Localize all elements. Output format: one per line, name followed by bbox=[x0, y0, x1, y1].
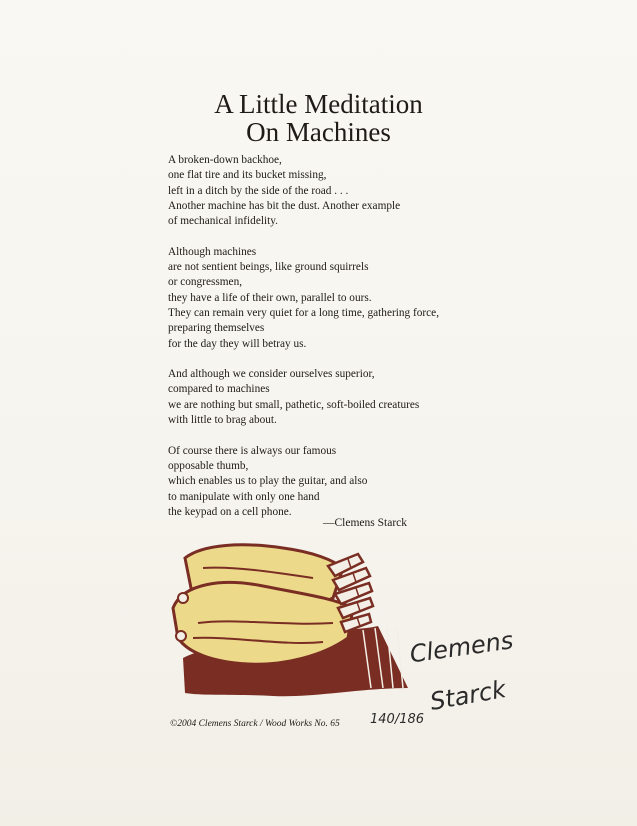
poem-line: Another machine has bit the dust. Another example bbox=[168, 199, 401, 212]
poem-line: to manipulate with only one hand bbox=[168, 490, 320, 503]
poem-line: Although machines bbox=[168, 245, 257, 258]
poem-line: with little to brag about. bbox=[168, 414, 277, 427]
poem-line: the keypad on a cell phone. bbox=[168, 505, 292, 518]
poem-line: they have a life of their own, parallel to ours. bbox=[168, 291, 372, 304]
stanza bbox=[168, 367, 498, 428]
svg-text:Clemens: Clemens bbox=[408, 626, 515, 669]
backhoe-bucket-woodcut-icon bbox=[163, 538, 413, 703]
poem-line: left in a ditch by the side of the road . . . bbox=[168, 184, 349, 197]
poem-line: or congressmen, bbox=[168, 276, 243, 289]
colophon: ©2004 Clemens Starck / Wood Works No. 65 bbox=[170, 719, 340, 729]
poem-line: which enables us to play the guitar, and also bbox=[168, 475, 368, 488]
handwritten-signature bbox=[400, 612, 515, 722]
edition-number: 140/186 bbox=[370, 712, 425, 727]
poem-line: And although we consider ourselves superior, bbox=[168, 368, 375, 381]
svg-text:Starck: Starck bbox=[427, 675, 508, 716]
poem-line: A broken-down backhoe, bbox=[168, 154, 282, 166]
stanza bbox=[168, 153, 498, 229]
poem-line: preparing themselves bbox=[168, 322, 265, 335]
poem-line: one flat tire and its bucket missing, bbox=[168, 169, 327, 182]
author-credit: —Clemens Starck bbox=[323, 517, 407, 529]
poem-title-line-2: On Machines bbox=[246, 117, 391, 147]
stanza bbox=[168, 444, 498, 520]
poem-title-line-1: A Little Meditation bbox=[214, 89, 423, 119]
poem-line: for the day they will betray us. bbox=[168, 337, 307, 350]
stanza bbox=[168, 245, 498, 352]
poem-body bbox=[168, 153, 498, 535]
poem-line: compared to machines bbox=[168, 383, 270, 396]
poem-line: opposable thumb, bbox=[168, 459, 249, 472]
poem-line: Of course there is always our famous bbox=[168, 444, 337, 457]
poem-line: of mechanical infidelity. bbox=[168, 215, 278, 228]
poem-line: are not sentient beings, like ground squirrels bbox=[168, 261, 369, 274]
poem-line: They can remain very quiet for a long time, gathering force, bbox=[168, 306, 440, 319]
poem-line: we are nothing but small, pathetic, soft-boiled creatures bbox=[168, 398, 420, 411]
